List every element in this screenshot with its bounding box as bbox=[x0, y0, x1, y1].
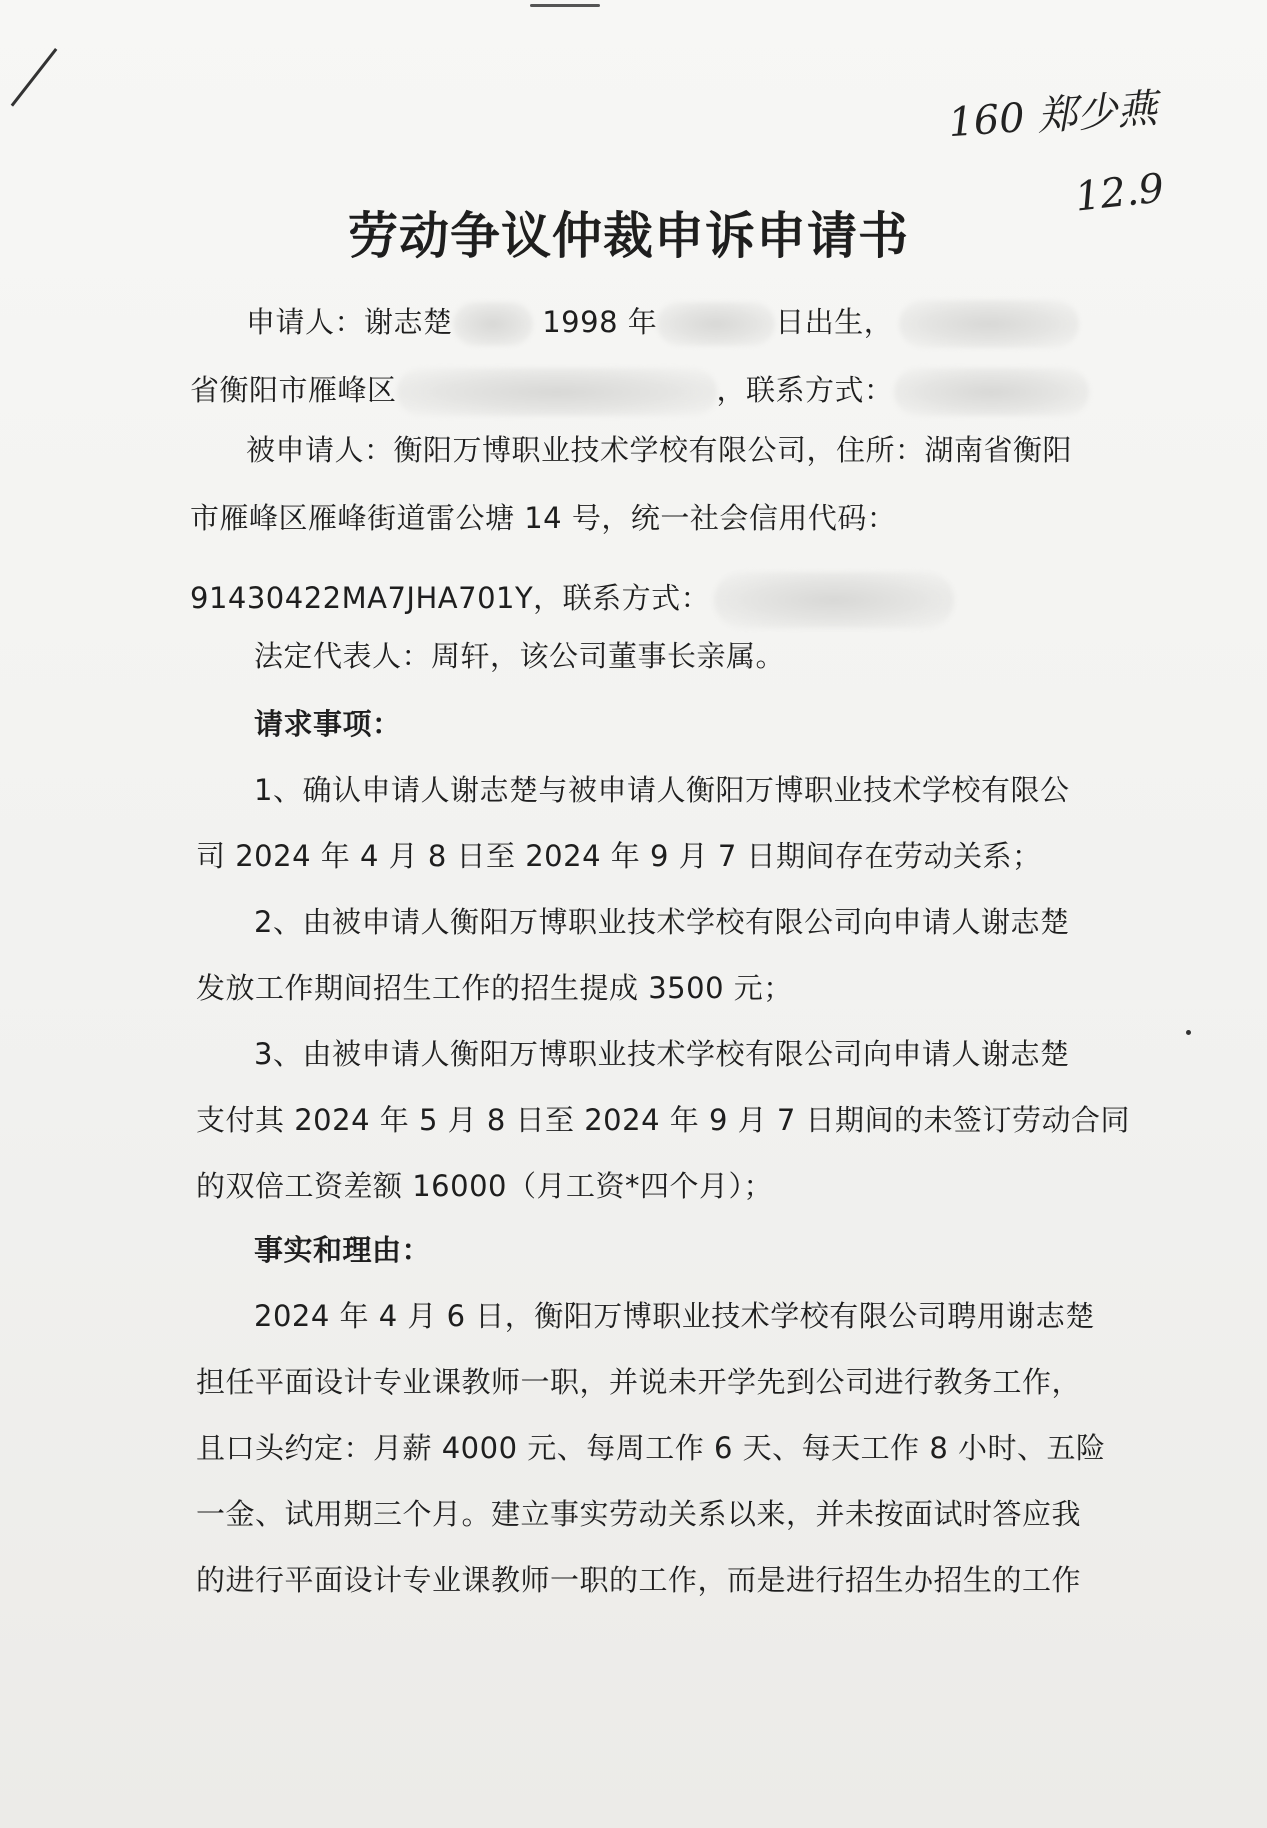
facts-line-1: 2024 年 4 月 6 日，衡阳万博职业技术学校有限公司聘用谢志楚 bbox=[254, 1299, 1095, 1333]
claim-3-line-3: 的双倍工资差额 16000（月工资*四个月）； bbox=[196, 1169, 773, 1203]
document-title: 劳动争议仲裁申诉申请书 bbox=[348, 207, 909, 265]
redacted-field bbox=[714, 572, 954, 628]
respondent-line-1: 被申请人：衡阳万博职业技术学校有限公司，住所：湖南省衡阳 bbox=[246, 433, 1073, 467]
redacted-field bbox=[894, 368, 1089, 416]
applicant-label: 申请人：谢志楚 bbox=[246, 305, 453, 339]
handwritten-date: 12.9 bbox=[1072, 165, 1167, 221]
claim-3-line-1: 3、由被申请人衡阳万博职业技术学校有限公司向申请人谢志楚 bbox=[254, 1037, 1070, 1071]
top-fold-mark bbox=[530, 4, 600, 7]
claims-heading: 请求事项： bbox=[254, 707, 402, 741]
applicant-line-2 bbox=[190, 368, 1089, 416]
applicant-line-1 bbox=[246, 300, 1079, 348]
claim-1-line-2: 司 2024 年 4 月 8 日至 2024 年 9 月 7 日期间存在劳动关系； bbox=[196, 839, 1042, 873]
redacted-field bbox=[397, 368, 717, 416]
applicant-contact-label: ，联系方式： bbox=[716, 373, 894, 407]
facts-heading: 事实和理由： bbox=[254, 1233, 432, 1267]
claim-2-line-2: 发放工作期间招生工作的招生提成 3500 元； bbox=[196, 971, 793, 1005]
birth-year: 1998 年 bbox=[542, 305, 658, 339]
facts-line-4: 一金、试用期三个月。建立事实劳动关系以来，并未按面试时答应我 bbox=[196, 1497, 1082, 1531]
facts-line-3: 且口头约定：月薪 4000 元、每周工作 6 天、每天工作 8 小时、五险 bbox=[196, 1431, 1106, 1465]
pen-stroke-mark bbox=[11, 48, 58, 107]
handwritten-note: 160 郑少燕 bbox=[946, 85, 1159, 147]
claim-2-line-1: 2、由被申请人衡阳万博职业技术学校有限公司向申请人谢志楚 bbox=[254, 905, 1070, 939]
respondent-line-2: 市雁峰区雁峰街道雷公塘 14 号，统一社会信用代码： bbox=[190, 501, 897, 535]
respondent-line-3 bbox=[190, 572, 954, 628]
respondent-credit-code: 91430422MA7JHA701Y，联系方式： bbox=[190, 581, 711, 615]
redacted-field bbox=[899, 300, 1079, 348]
claim-1-line-1: 1、确认申请人谢志楚与被申请人衡阳万博职业技术学校有限公 bbox=[254, 773, 1070, 807]
claim-3-line-2: 支付其 2024 年 5 月 8 日至 2024 年 9 月 7 日期间的未签订劳动合同 bbox=[196, 1103, 1131, 1137]
birth-suffix: 日出生， bbox=[775, 305, 894, 339]
facts-line-5: 的进行平面设计专业课教师一职的工作，而是进行招生办招生的工作 bbox=[196, 1563, 1082, 1597]
facts-line-2: 担任平面设计专业课教师一职，并说未开学先到公司进行教务工作， bbox=[196, 1365, 1082, 1399]
legal-representative: 法定代表人：周轩，该公司董事长亲属。 bbox=[254, 639, 786, 673]
redacted-field bbox=[453, 302, 533, 346]
applicant-address: 省衡阳市雁峰区 bbox=[190, 373, 397, 407]
redacted-field bbox=[657, 302, 775, 346]
ink-speck bbox=[1186, 1030, 1191, 1035]
